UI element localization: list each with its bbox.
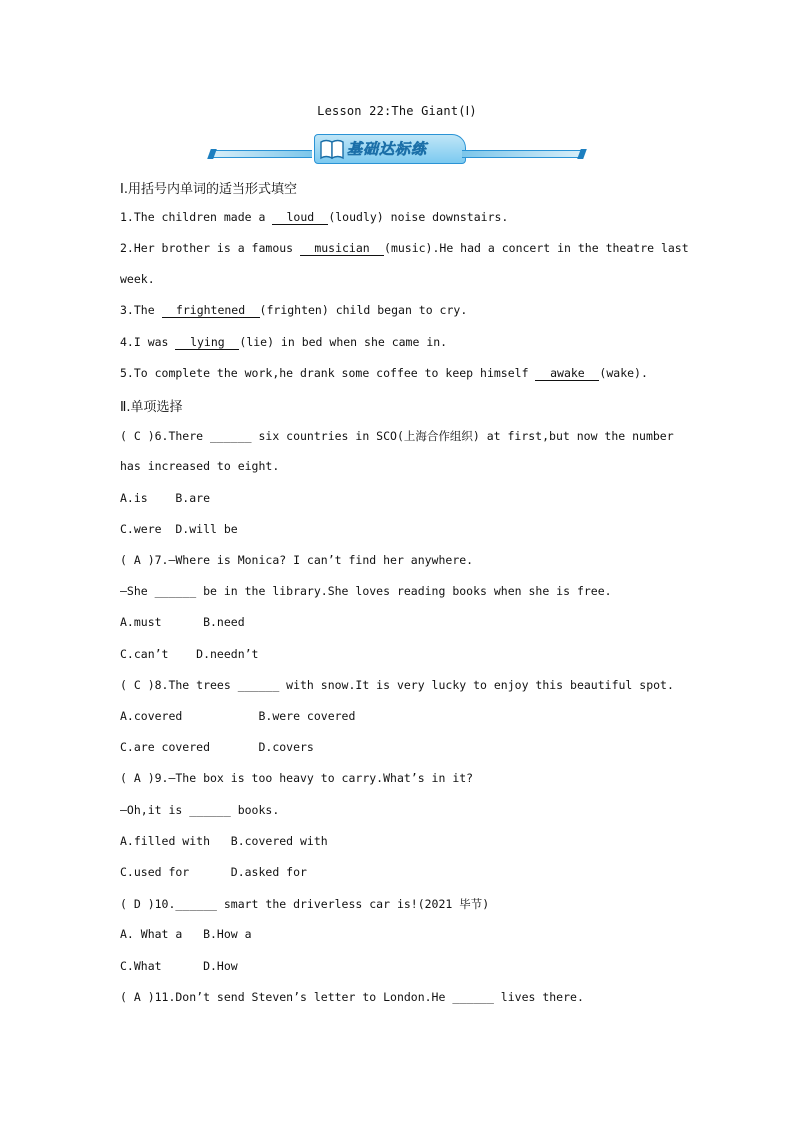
section1-heading: Ⅰ.用括号内单词的适当形式填空 [120, 182, 297, 197]
answer-blank: awake [535, 366, 599, 381]
q10-options-cd: C.What D.How [120, 959, 238, 973]
question-3 [120, 303, 467, 318]
section2-heading: Ⅱ.单项选择 [120, 400, 183, 415]
banner-bar-left [212, 150, 312, 158]
q10-stem: ( D )10.______ smart the driverless car is!(2021 毕节) [120, 897, 490, 911]
q6-options-cd: C.were D.will be [120, 522, 238, 536]
q8-options-cd: C.are covered D.covers [120, 740, 314, 754]
q9-options-cd: C.used for D.asked for [120, 865, 307, 879]
q8-options-ab: A.covered B.were covered [120, 709, 356, 723]
question-text: (music).He had a concert in the theatre last [384, 241, 689, 255]
q10-options-ab: A. What a B.How a [120, 927, 252, 941]
banner-bar-right [462, 150, 582, 158]
open-book-icon [319, 138, 345, 160]
q6-options-ab: A.is B.are [120, 491, 211, 505]
question-text: 3.The [120, 303, 162, 317]
question-text: 2.Her brother is a famous [120, 241, 301, 255]
question-4 [120, 335, 447, 350]
question-text: (loudly) noise downstairs. [328, 210, 509, 224]
banner-label-box [314, 134, 466, 164]
question-text: 4.I was [120, 335, 176, 349]
question-1 [120, 210, 508, 225]
question-2 [120, 241, 689, 256]
q9-reply: —Oh,it is ______ books. [120, 803, 280, 817]
question-2-continued: week. [120, 272, 155, 286]
q9-options-ab: A.filled with B.covered with [120, 834, 328, 848]
q7-options-cd: C.can’t D.needn’t [120, 647, 259, 661]
section-banner [212, 134, 582, 164]
answer-blank: frightened [162, 303, 260, 318]
lesson-title: Lesson 22:The Giant(Ⅰ) [317, 104, 477, 118]
question-5 [120, 366, 648, 381]
q7-stem: ( A )7.—Where is Monica? I can’t find her anywhere. [120, 553, 474, 567]
question-text: (lie) in bed when she came in. [239, 335, 448, 349]
q6-stem: ( C )6.There ______ six countries in SCO(上海合作组织) at first,but now the number [120, 429, 674, 443]
q6-stem-continued: has increased to eight. [120, 459, 280, 473]
q7-reply: —She ______ be in the library.She loves reading books when she is free. [120, 584, 612, 598]
banner-label: 基础达标练 [347, 140, 428, 158]
q7-options-ab: A.must B.need [120, 615, 245, 629]
answer-blank: lying [175, 335, 239, 350]
question-text: 5.To complete the work,he drank some coffee to keep himself [120, 366, 536, 380]
q8-stem: ( C )8.The trees ______ with snow.It is very lucky to enjoy this beautiful spot. [120, 678, 674, 692]
answer-blank: loud [272, 210, 328, 225]
q9-stem: ( A )9.—The box is too heavy to carry.What’s in it? [120, 771, 474, 785]
question-text: (frighten) child began to cry. [259, 303, 468, 317]
answer-blank: musician [300, 241, 384, 256]
question-text: 1.The children made a [120, 210, 273, 224]
question-text: (wake). [599, 366, 648, 380]
q11-stem: ( A )11.Don’t send Steven’s letter to London.He ______ lives there. [120, 990, 584, 1004]
